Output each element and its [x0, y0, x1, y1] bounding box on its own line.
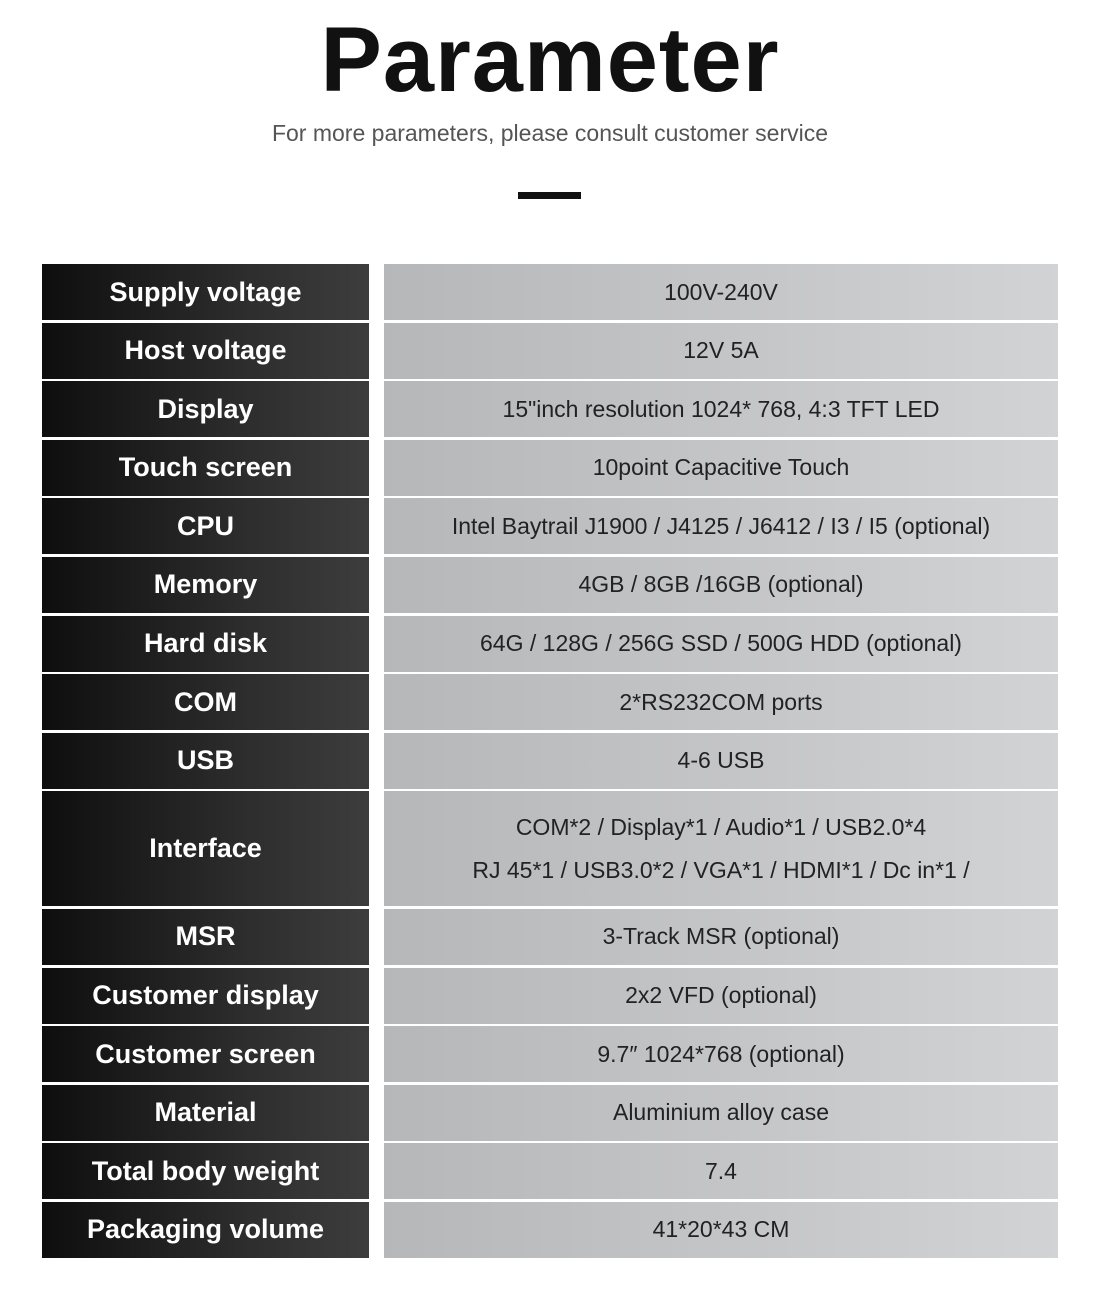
spec-row	[42, 616, 1058, 672]
spec-gap	[369, 498, 384, 554]
spec-row	[42, 674, 1058, 730]
spec-label: Total body weight	[42, 1143, 369, 1199]
spec-value-line: 15"inch resolution 1024* 768, 4:3 TFT LED	[502, 395, 940, 422]
spec-value	[384, 264, 1058, 320]
spec-value-line: COM*2 / Display*1 / Audio*1 / USB2.0*4	[515, 813, 927, 840]
spec-label: MSR	[42, 909, 369, 965]
spec-row	[42, 1143, 1058, 1199]
spec-value-line: 3-Track MSR (optional)	[602, 923, 840, 950]
spec-row	[42, 1026, 1058, 1082]
spec-value-line: Intel Baytrail J1900 / J4125 / J6412 / I3 / I5 (optional)	[451, 512, 991, 539]
spec-row	[42, 909, 1058, 965]
spec-value-line: 12V 5A	[683, 337, 759, 364]
spec-label: USB	[42, 733, 369, 789]
spec-value-line: 10point Capacitive Touch	[592, 454, 850, 481]
spec-value-line: 2x2 VFD (optional)	[625, 982, 817, 1009]
spec-row	[42, 323, 1058, 379]
spec-value-line: RJ 45*1 / USB3.0*2 / VGA*1 / HDMI*1 / Dc in*1 /	[472, 856, 970, 883]
spec-value-line: 64G / 128G / 256G SSD / 500G HDD (optional)	[480, 630, 962, 657]
spec-gap	[369, 1085, 384, 1141]
spec-value	[384, 381, 1058, 437]
spec-gap	[369, 909, 384, 965]
spec-row	[42, 968, 1058, 1024]
spec-row	[42, 791, 1058, 906]
spec-row	[42, 264, 1058, 320]
spec-row	[42, 440, 1058, 496]
spec-row	[42, 381, 1058, 437]
spec-value-line: Aluminium alloy case	[612, 1099, 830, 1126]
spec-gap	[369, 1143, 384, 1199]
spec-label: Material	[42, 1085, 369, 1141]
spec-value	[384, 909, 1058, 965]
spec-gap	[369, 381, 384, 437]
spec-table	[42, 264, 1058, 1261]
spec-label: Packaging volume	[42, 1202, 369, 1258]
spec-label: CPU	[42, 498, 369, 554]
spec-value-line: 100V-240V	[664, 278, 778, 305]
spec-label: Supply voltage	[42, 264, 369, 320]
spec-value-line: 7.4	[705, 1157, 737, 1184]
spec-gap	[369, 323, 384, 379]
spec-value-line: 4-6 USB	[677, 747, 765, 774]
spec-gap	[369, 733, 384, 789]
spec-value	[384, 498, 1058, 554]
spec-value	[384, 968, 1058, 1024]
spec-value	[384, 733, 1058, 789]
page-subtitle: For more parameters, please consult customer service	[271, 120, 829, 146]
spec-gap	[369, 264, 384, 320]
spec-value-line: 41*20*43 CM	[652, 1216, 790, 1243]
spec-value	[384, 323, 1058, 379]
spec-row	[42, 498, 1058, 554]
spec-value	[384, 1143, 1058, 1199]
spec-row	[42, 733, 1058, 789]
spec-row	[42, 557, 1058, 613]
spec-gap	[369, 674, 384, 730]
spec-value	[384, 557, 1058, 613]
spec-row	[42, 1202, 1058, 1258]
spec-row	[42, 1085, 1058, 1141]
spec-value-line: 2*RS232COM ports	[619, 688, 823, 715]
spec-gap	[369, 1026, 384, 1082]
spec-gap	[369, 440, 384, 496]
spec-label: Customer screen	[42, 1026, 369, 1082]
page-title: Parameter	[320, 9, 780, 111]
spec-value	[384, 1202, 1058, 1258]
spec-value	[384, 440, 1058, 496]
spec-gap	[369, 1202, 384, 1258]
spec-label: Host voltage	[42, 323, 369, 379]
spec-label: Display	[42, 381, 369, 437]
spec-gap	[369, 791, 384, 906]
spec-value	[384, 1026, 1058, 1082]
spec-value	[384, 674, 1058, 730]
spec-value	[384, 616, 1058, 672]
spec-value	[384, 791, 1058, 906]
spec-gap	[369, 557, 384, 613]
spec-value-line: 9.7″ 1024*768 (optional)	[597, 1040, 845, 1067]
title-divider	[518, 192, 581, 199]
spec-label: Touch screen	[42, 440, 369, 496]
spec-gap	[369, 968, 384, 1024]
spec-label: Hard disk	[42, 616, 369, 672]
spec-label: Customer display	[42, 968, 369, 1024]
spec-gap	[369, 616, 384, 672]
spec-label: COM	[42, 674, 369, 730]
spec-value	[384, 1085, 1058, 1141]
spec-label: Interface	[42, 791, 369, 906]
spec-label: Memory	[42, 557, 369, 613]
spec-value-line: 4GB / 8GB /16GB (optional)	[578, 571, 864, 598]
